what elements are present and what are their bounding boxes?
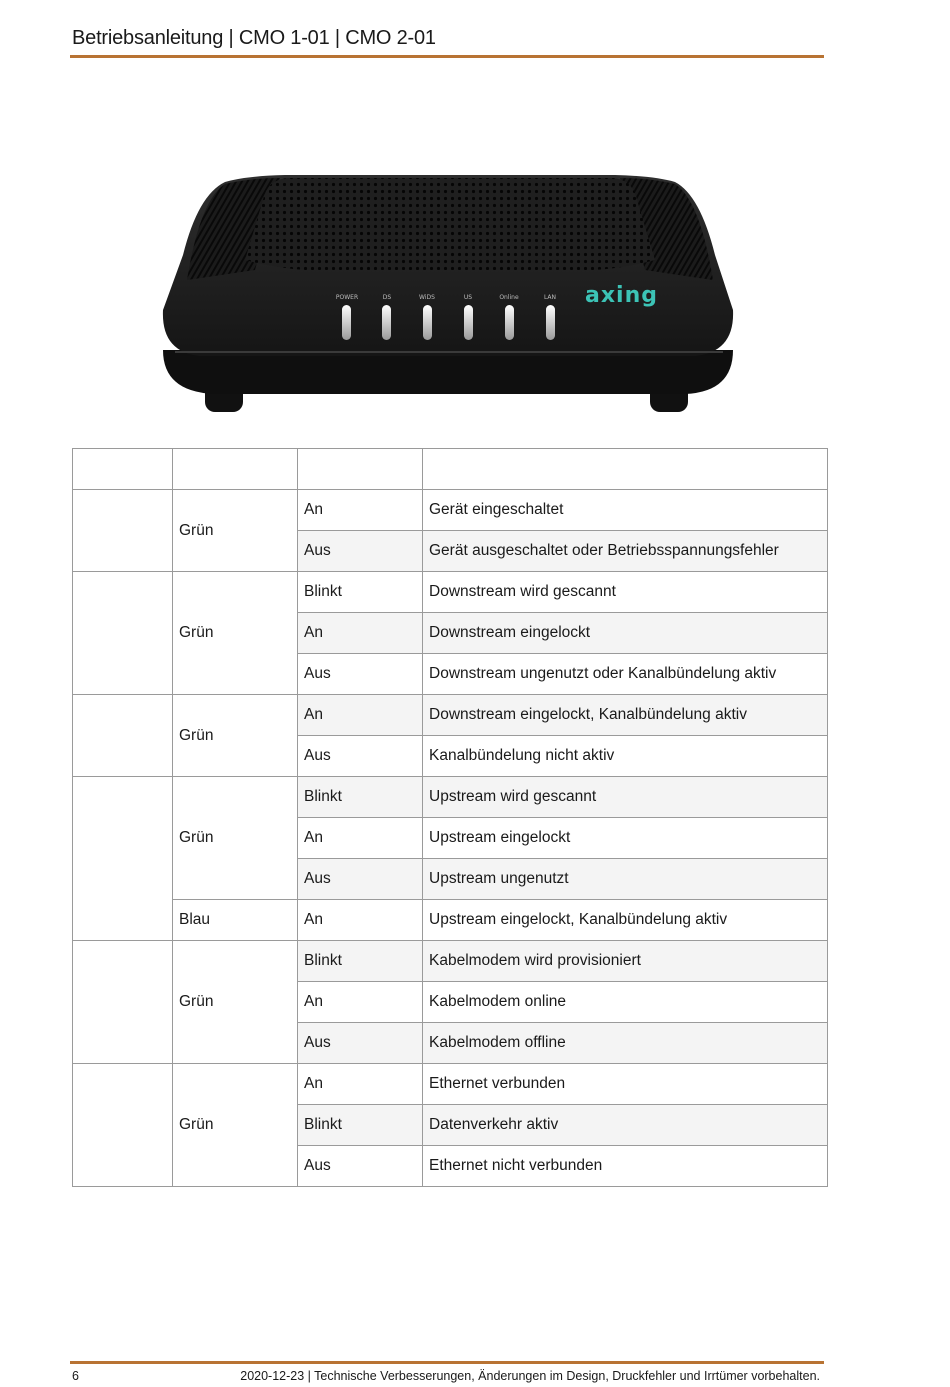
led-label-power: POWER <box>335 294 359 301</box>
meaning-cell: Gerät ausgeschaltet oder Betriebsspannungsfehler <box>423 531 828 572</box>
state-cell: Aus <box>298 859 423 900</box>
led-us <box>464 305 473 340</box>
axing-logo: axing <box>585 283 658 308</box>
table-row <box>73 490 828 531</box>
state-cell: Aus <box>298 531 423 572</box>
state-cell: An <box>298 982 423 1023</box>
modem-illustration <box>155 160 745 420</box>
meaning-cell: Downstream eingelockt, Kanalbündelung aktiv <box>423 695 828 736</box>
state-cell: An <box>298 900 423 941</box>
state-cell: Blinkt <box>298 941 423 982</box>
header-rule <box>70 55 824 58</box>
table-row <box>73 572 828 613</box>
led-name-cell <box>73 695 173 777</box>
table-header-row <box>73 449 828 490</box>
state-cell: Aus <box>298 1023 423 1064</box>
led-name-cell <box>73 572 173 695</box>
footer-rule <box>70 1361 824 1364</box>
header-cell-color <box>173 449 298 490</box>
meaning-cell: Upstream wird gescannt <box>423 777 828 818</box>
color-cell: Blau <box>173 900 298 941</box>
led-label-online: Online <box>499 294 519 301</box>
meaning-cell: Ethernet verbunden <box>423 1064 828 1105</box>
state-cell: Blinkt <box>298 572 423 613</box>
page-header-title: Betriebsanleitung | CMO 1-01 | CMO 2-01 <box>72 27 436 49</box>
state-cell: Aus <box>298 1146 423 1187</box>
meaning-cell: Kabelmodem offline <box>423 1023 828 1064</box>
header-cell-state <box>298 449 423 490</box>
table-row <box>73 941 828 982</box>
led-label-ds: DS <box>382 294 392 301</box>
meaning-cell: Gerät eingeschaltet <box>423 490 828 531</box>
state-cell: Blinkt <box>298 1105 423 1146</box>
color-cell: Grün <box>173 777 298 900</box>
meaning-cell: Downstream wird gescannt <box>423 572 828 613</box>
meaning-cell: Downstream ungenutzt oder Kanalbündelung aktiv <box>423 654 828 695</box>
meaning-cell: Ethernet nicht verbunden <box>423 1146 828 1187</box>
state-cell: Aus <box>298 736 423 777</box>
table-row <box>73 900 828 941</box>
led-name-cell <box>73 941 173 1064</box>
led-name-cell <box>73 777 173 941</box>
led-online <box>505 305 514 340</box>
state-cell: Aus <box>298 654 423 695</box>
color-cell: Grün <box>173 695 298 777</box>
meaning-cell: Kabelmodem wird provisioniert <box>423 941 828 982</box>
led-lan <box>546 305 555 340</box>
state-cell: An <box>298 613 423 654</box>
page-number: 6 <box>72 1369 79 1383</box>
led-label-wids: WiDS <box>419 294 435 301</box>
led-status-table <box>72 448 828 1187</box>
led-wids <box>423 305 432 340</box>
state-cell: An <box>298 1064 423 1105</box>
color-cell: Grün <box>173 572 298 695</box>
footer-disclaimer: 2020-12-23 | Technische Verbesserungen, Änderungen im Design, Druckfehler und Irrtümer vorbehalten. <box>240 1369 820 1383</box>
led-name-cell <box>73 1064 173 1187</box>
led-name-cell <box>73 490 173 572</box>
color-cell: Grün <box>173 490 298 572</box>
state-cell: An <box>298 695 423 736</box>
led-power <box>342 305 351 340</box>
led-label-us: US <box>463 294 473 301</box>
led-ds <box>382 305 391 340</box>
table-row <box>73 777 828 818</box>
meaning-cell: Upstream eingelockt, Kanalbündelung aktiv <box>423 900 828 941</box>
table-row <box>73 1064 828 1105</box>
header-cell-led <box>73 449 173 490</box>
header-cell-meaning <box>423 449 828 490</box>
meaning-cell: Datenverkehr aktiv <box>423 1105 828 1146</box>
led-label-lan: LAN <box>543 294 557 301</box>
meaning-cell: Kabelmodem online <box>423 982 828 1023</box>
meaning-cell: Kanalbündelung nicht aktiv <box>423 736 828 777</box>
state-cell: Blinkt <box>298 777 423 818</box>
color-cell: Grün <box>173 1064 298 1187</box>
meaning-cell: Upstream eingelockt <box>423 818 828 859</box>
table-row <box>73 695 828 736</box>
meaning-cell: Upstream ungenutzt <box>423 859 828 900</box>
state-cell: An <box>298 818 423 859</box>
color-cell: Grün <box>173 941 298 1064</box>
meaning-cell: Downstream eingelockt <box>423 613 828 654</box>
state-cell: An <box>298 490 423 531</box>
